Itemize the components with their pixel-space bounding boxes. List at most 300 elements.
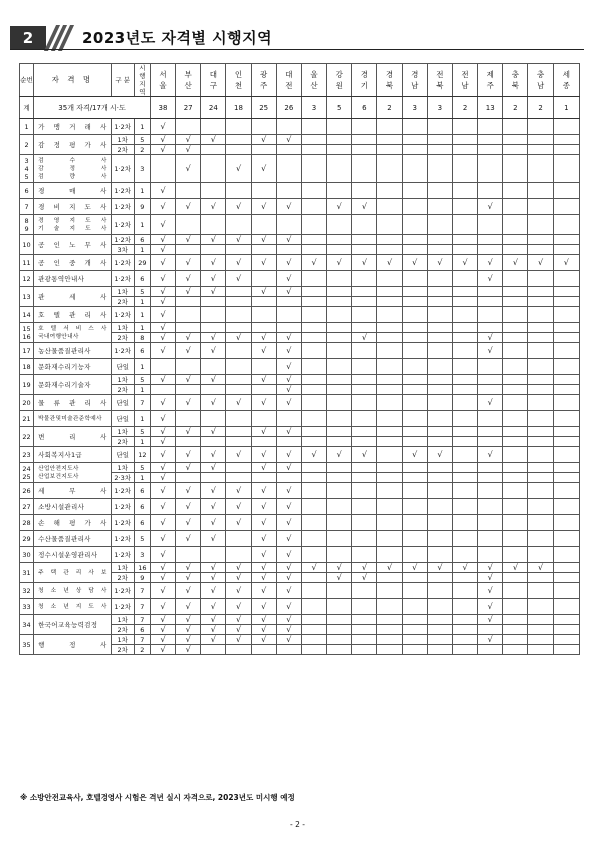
check-mark: √ bbox=[286, 634, 292, 644]
region-cell bbox=[327, 307, 352, 323]
region-cell bbox=[226, 215, 251, 235]
region-cell bbox=[402, 531, 427, 547]
check-mark: √ bbox=[261, 549, 267, 559]
region-cell bbox=[276, 563, 301, 573]
check-mark: √ bbox=[235, 234, 242, 244]
region-cell bbox=[327, 359, 352, 375]
check-mark: √ bbox=[386, 257, 393, 267]
region-cell bbox=[226, 645, 251, 655]
region-cell bbox=[427, 145, 452, 155]
region-cell bbox=[553, 343, 579, 359]
region-cell bbox=[553, 531, 579, 547]
region-cell bbox=[478, 271, 503, 287]
qualification-name: 감 정 평 가 사 bbox=[38, 140, 107, 149]
region-cell bbox=[503, 463, 528, 473]
total-count: 18 bbox=[226, 97, 251, 119]
region-cell bbox=[251, 307, 276, 323]
region-cell bbox=[427, 463, 452, 473]
region-cell bbox=[276, 343, 301, 359]
region-cell bbox=[226, 135, 251, 145]
check-mark: √ bbox=[185, 644, 191, 654]
region-cell bbox=[150, 447, 175, 463]
region-cell bbox=[201, 615, 226, 625]
region-cell bbox=[301, 427, 326, 437]
row-count: 7 bbox=[134, 599, 150, 615]
region-cell bbox=[452, 343, 477, 359]
region-cell bbox=[301, 215, 326, 235]
region-cell bbox=[478, 463, 503, 473]
region-cell bbox=[553, 333, 579, 343]
check-mark: √ bbox=[361, 562, 367, 572]
region-cell bbox=[176, 563, 201, 573]
region-cell bbox=[377, 307, 402, 323]
region-cell bbox=[352, 563, 377, 573]
row-count: 5 bbox=[134, 531, 150, 547]
region-cell bbox=[427, 235, 452, 245]
region-cell bbox=[478, 437, 503, 447]
check-mark: √ bbox=[210, 533, 216, 543]
region-cell bbox=[553, 245, 579, 255]
check-mark: √ bbox=[235, 449, 242, 459]
region-cell bbox=[427, 615, 452, 625]
region-cell bbox=[377, 635, 402, 645]
region-cell bbox=[251, 563, 276, 573]
region-cell bbox=[402, 385, 427, 395]
row-count: 6 bbox=[134, 625, 150, 635]
region-cell bbox=[301, 297, 326, 307]
region-cell bbox=[251, 255, 276, 271]
row-name bbox=[34, 255, 112, 271]
qualification-name: 국내여행안내사 bbox=[38, 333, 79, 340]
region-cell bbox=[402, 135, 427, 145]
check-mark: √ bbox=[412, 562, 418, 572]
region-cell bbox=[150, 483, 175, 499]
row-name bbox=[34, 427, 112, 447]
region-cell bbox=[503, 615, 528, 625]
region-cell bbox=[402, 625, 427, 635]
region-cell bbox=[427, 375, 452, 385]
table-row bbox=[20, 563, 580, 573]
check-mark: √ bbox=[160, 462, 166, 472]
table-row bbox=[20, 635, 580, 645]
region-cell bbox=[276, 573, 301, 583]
region-cell bbox=[402, 499, 427, 515]
region-cell bbox=[226, 411, 251, 427]
region-cell bbox=[150, 563, 175, 573]
region-cell bbox=[301, 375, 326, 385]
qualification-name: 관광통역안내사 bbox=[38, 274, 85, 283]
region-cell bbox=[352, 375, 377, 385]
region-cell bbox=[452, 599, 477, 615]
row-count: 1 bbox=[134, 297, 150, 307]
region-cell bbox=[478, 145, 503, 155]
row-name bbox=[34, 271, 112, 287]
check-mark: √ bbox=[235, 397, 242, 407]
check-mark: √ bbox=[160, 549, 166, 559]
qualification-name: 검 수 사 bbox=[38, 157, 107, 164]
region-cell bbox=[251, 625, 276, 635]
region-cell bbox=[352, 531, 377, 547]
region-cell bbox=[201, 119, 226, 135]
region-cell bbox=[427, 583, 452, 599]
region-cell bbox=[176, 515, 201, 531]
check-mark: √ bbox=[210, 273, 216, 283]
check-mark: √ bbox=[261, 163, 267, 173]
region-cell bbox=[528, 155, 553, 183]
total-count: 1 bbox=[553, 97, 579, 119]
region-cell bbox=[553, 395, 579, 411]
row-seq: 30 bbox=[20, 547, 34, 563]
check-mark: √ bbox=[235, 332, 242, 342]
table-row bbox=[20, 583, 580, 599]
region-cell bbox=[503, 375, 528, 385]
table-row bbox=[20, 515, 580, 531]
row-type: 1·2차 bbox=[111, 531, 134, 547]
row-count: 7 bbox=[134, 615, 150, 625]
region-cell bbox=[150, 333, 175, 343]
page-number: - 2 - bbox=[290, 820, 305, 829]
region-cell bbox=[327, 385, 352, 395]
region-cell bbox=[503, 395, 528, 411]
region-cell bbox=[528, 625, 553, 635]
region-cell bbox=[553, 385, 579, 395]
qualification-name: 한국어교육능력검정 bbox=[38, 620, 98, 629]
row-seq: 6 bbox=[20, 183, 34, 199]
region-cell bbox=[402, 245, 427, 255]
region-cell bbox=[377, 625, 402, 635]
region-header: 전북 bbox=[427, 64, 452, 97]
region-cell bbox=[276, 119, 301, 135]
region-cell bbox=[327, 235, 352, 245]
region-cell bbox=[452, 271, 477, 287]
region-cell bbox=[452, 635, 477, 645]
region-cell bbox=[478, 245, 503, 255]
region-cell bbox=[201, 255, 226, 271]
region-cell bbox=[176, 547, 201, 563]
region-cell bbox=[301, 333, 326, 343]
region-cell bbox=[352, 473, 377, 483]
region-cell bbox=[478, 359, 503, 375]
region-cell bbox=[352, 155, 377, 183]
check-mark: √ bbox=[261, 562, 267, 572]
region-cell bbox=[226, 447, 251, 463]
check-mark: √ bbox=[210, 426, 216, 436]
region-cell bbox=[176, 333, 201, 343]
region-cell bbox=[276, 271, 301, 287]
header-rule bbox=[10, 49, 584, 50]
qualification-name: 행 정 사 bbox=[38, 640, 107, 649]
region-cell bbox=[327, 437, 352, 447]
region-cell bbox=[327, 499, 352, 515]
check-mark: √ bbox=[160, 134, 166, 144]
row-count: 7 bbox=[134, 395, 150, 411]
region-cell bbox=[503, 437, 528, 447]
region-header: 전남 bbox=[452, 64, 477, 97]
total-count: 3 bbox=[402, 97, 427, 119]
region-cell bbox=[251, 531, 276, 547]
row-type: 1·2차 bbox=[111, 215, 134, 235]
region-cell bbox=[402, 297, 427, 307]
table-row bbox=[20, 323, 580, 333]
region-cell bbox=[553, 307, 579, 323]
region-cell bbox=[427, 645, 452, 655]
region-cell bbox=[327, 447, 352, 463]
check-mark: √ bbox=[185, 134, 191, 144]
region-cell bbox=[528, 287, 553, 297]
row-name bbox=[34, 463, 112, 483]
region-cell bbox=[528, 411, 553, 427]
region-cell bbox=[503, 625, 528, 635]
table-row bbox=[20, 547, 580, 563]
region-cell bbox=[276, 615, 301, 625]
check-mark: √ bbox=[286, 585, 292, 595]
region-cell bbox=[301, 563, 326, 573]
region-cell bbox=[452, 625, 477, 635]
region-cell bbox=[276, 297, 301, 307]
page-header bbox=[10, 26, 584, 50]
check-mark: √ bbox=[185, 533, 191, 543]
table-row bbox=[20, 119, 580, 135]
region-cell bbox=[503, 135, 528, 145]
check-mark: √ bbox=[160, 449, 166, 459]
region-cell bbox=[226, 563, 251, 573]
check-mark: √ bbox=[210, 601, 216, 611]
check-mark: √ bbox=[286, 462, 292, 472]
region-cell bbox=[176, 427, 201, 437]
row-count: 6 bbox=[134, 235, 150, 245]
table-row bbox=[20, 499, 580, 515]
region-cell bbox=[276, 531, 301, 547]
region-cell bbox=[478, 547, 503, 563]
region-cell bbox=[176, 145, 201, 155]
region-cell bbox=[402, 427, 427, 437]
check-mark: √ bbox=[361, 572, 367, 582]
region-cell bbox=[201, 583, 226, 599]
check-mark: √ bbox=[210, 462, 216, 472]
region-cell bbox=[276, 255, 301, 271]
region-cell bbox=[352, 343, 377, 359]
region-cell bbox=[553, 463, 579, 473]
row-name bbox=[34, 287, 112, 307]
check-mark: √ bbox=[286, 601, 292, 611]
row-type: 1·2차 bbox=[111, 343, 134, 359]
region-cell bbox=[427, 333, 452, 343]
check-mark: √ bbox=[160, 345, 166, 355]
region-cell bbox=[327, 395, 352, 411]
check-mark: √ bbox=[412, 449, 418, 459]
region-cell bbox=[276, 215, 301, 235]
region-cell bbox=[150, 255, 175, 271]
region-cell bbox=[352, 635, 377, 645]
region-cell bbox=[201, 395, 226, 411]
region-cell bbox=[150, 547, 175, 563]
row-seq: 11 bbox=[20, 255, 34, 271]
region-cell bbox=[301, 245, 326, 255]
region-cell bbox=[226, 359, 251, 375]
check-mark: √ bbox=[286, 201, 292, 211]
region-cell bbox=[452, 447, 477, 463]
region-header: 충남 bbox=[528, 64, 553, 97]
check-mark: √ bbox=[487, 562, 493, 572]
check-mark: √ bbox=[538, 257, 544, 267]
region-cell bbox=[528, 343, 553, 359]
check-mark: √ bbox=[235, 485, 242, 495]
region-cell bbox=[327, 515, 352, 531]
region-cell bbox=[201, 447, 226, 463]
region-cell bbox=[478, 411, 503, 427]
row-type: 3차 bbox=[111, 245, 134, 255]
qualification-name: 손 해 평 가 사 bbox=[38, 518, 107, 527]
region-cell bbox=[528, 333, 553, 343]
region-cell bbox=[377, 447, 402, 463]
region-cell bbox=[452, 297, 477, 307]
total-count: 5 bbox=[327, 97, 352, 119]
region-cell bbox=[251, 145, 276, 155]
region-cell bbox=[427, 385, 452, 395]
check-mark: √ bbox=[286, 562, 292, 572]
total-description: 35개 자격/17개 시·도 bbox=[34, 97, 151, 119]
region-cell bbox=[402, 483, 427, 499]
region-cell bbox=[352, 323, 377, 333]
region-cell bbox=[251, 119, 276, 135]
row-seq: 24 25 bbox=[20, 463, 34, 483]
region-header: 대구 bbox=[201, 64, 226, 97]
check-mark: √ bbox=[487, 614, 493, 624]
region-header: 울산 bbox=[301, 64, 326, 97]
check-mark: √ bbox=[462, 562, 468, 572]
region-cell bbox=[452, 473, 477, 483]
check-mark: √ bbox=[286, 501, 292, 511]
region-cell bbox=[176, 287, 201, 297]
row-name bbox=[34, 515, 112, 531]
region-cell bbox=[427, 245, 452, 255]
region-cell bbox=[478, 385, 503, 395]
region-cell bbox=[150, 287, 175, 297]
region-cell bbox=[352, 395, 377, 411]
region-cell bbox=[150, 183, 175, 199]
check-mark: √ bbox=[210, 572, 216, 582]
region-cell bbox=[377, 499, 402, 515]
row-type: 1·2차 bbox=[111, 235, 134, 245]
region-cell bbox=[503, 323, 528, 333]
region-cell bbox=[553, 645, 579, 655]
region-cell bbox=[402, 473, 427, 483]
page-title: 2023년도 자격별 시행지역 bbox=[82, 29, 273, 47]
qualification-name: 청 소 년 지 도 사 bbox=[38, 603, 107, 610]
region-cell bbox=[478, 635, 503, 645]
region-cell bbox=[276, 483, 301, 499]
region-cell bbox=[176, 135, 201, 145]
region-cell bbox=[276, 235, 301, 245]
region-cell bbox=[553, 583, 579, 599]
row-count: 29 bbox=[134, 255, 150, 271]
region-cell bbox=[176, 395, 201, 411]
region-cell bbox=[352, 547, 377, 563]
region-cell bbox=[528, 645, 553, 655]
check-mark: √ bbox=[286, 374, 292, 384]
region-cell bbox=[452, 395, 477, 411]
region-cell bbox=[478, 323, 503, 333]
region-cell bbox=[327, 583, 352, 599]
region-cell bbox=[427, 307, 452, 323]
check-mark: √ bbox=[286, 485, 292, 495]
region-cell bbox=[150, 635, 175, 645]
region-cell bbox=[553, 323, 579, 333]
check-mark: √ bbox=[286, 332, 292, 342]
region-cell bbox=[452, 323, 477, 333]
region-cell bbox=[528, 473, 553, 483]
region-cell bbox=[452, 427, 477, 437]
region-cell bbox=[327, 255, 352, 271]
region-cell bbox=[503, 635, 528, 645]
region-cell bbox=[402, 411, 427, 427]
region-cell bbox=[301, 271, 326, 287]
check-mark: √ bbox=[160, 273, 166, 283]
region-cell bbox=[327, 287, 352, 297]
table-row bbox=[20, 287, 580, 297]
region-cell bbox=[176, 199, 201, 215]
region-cell bbox=[251, 359, 276, 375]
region-cell bbox=[251, 135, 276, 145]
region-cell bbox=[352, 463, 377, 473]
region-cell bbox=[276, 245, 301, 255]
region-cell bbox=[327, 199, 352, 215]
check-mark: √ bbox=[235, 572, 242, 582]
region-cell bbox=[176, 635, 201, 645]
region-cell bbox=[301, 323, 326, 333]
region-cell bbox=[226, 245, 251, 255]
row-count: 5 bbox=[134, 375, 150, 385]
region-cell bbox=[226, 437, 251, 447]
region-cell bbox=[377, 255, 402, 271]
total-count: 2 bbox=[528, 97, 553, 119]
region-cell bbox=[427, 599, 452, 615]
region-cell bbox=[452, 155, 477, 183]
region-cell bbox=[352, 333, 377, 343]
row-count: 5 bbox=[134, 427, 150, 437]
row-seq: 34 bbox=[20, 615, 34, 635]
region-cell bbox=[226, 183, 251, 199]
region-cell bbox=[276, 635, 301, 645]
row-type: 2차 bbox=[111, 385, 134, 395]
row-seq: 7 bbox=[20, 199, 34, 215]
region-cell bbox=[452, 515, 477, 531]
region-cell bbox=[327, 215, 352, 235]
region-cell bbox=[427, 343, 452, 359]
check-mark: √ bbox=[160, 644, 166, 654]
check-mark: √ bbox=[487, 585, 493, 595]
region-cell bbox=[377, 395, 402, 411]
row-count: 5 bbox=[134, 463, 150, 473]
region-cell bbox=[327, 343, 352, 359]
region-cell bbox=[427, 215, 452, 235]
check-mark: √ bbox=[210, 345, 216, 355]
region-cell bbox=[377, 235, 402, 245]
region-cell bbox=[201, 145, 226, 155]
region-cell bbox=[553, 427, 579, 437]
region-cell bbox=[402, 395, 427, 411]
total-count: 26 bbox=[276, 97, 301, 119]
region-cell bbox=[402, 155, 427, 183]
region-cell bbox=[553, 145, 579, 155]
qualification-name: 박물관및미술관준학예사 bbox=[38, 415, 102, 422]
row-type: 2차 bbox=[111, 625, 134, 635]
region-cell bbox=[478, 343, 503, 359]
region-cell bbox=[553, 215, 579, 235]
row-type: 1차 bbox=[111, 463, 134, 473]
row-count: 1 bbox=[134, 245, 150, 255]
region-header: 경기 bbox=[352, 64, 377, 97]
